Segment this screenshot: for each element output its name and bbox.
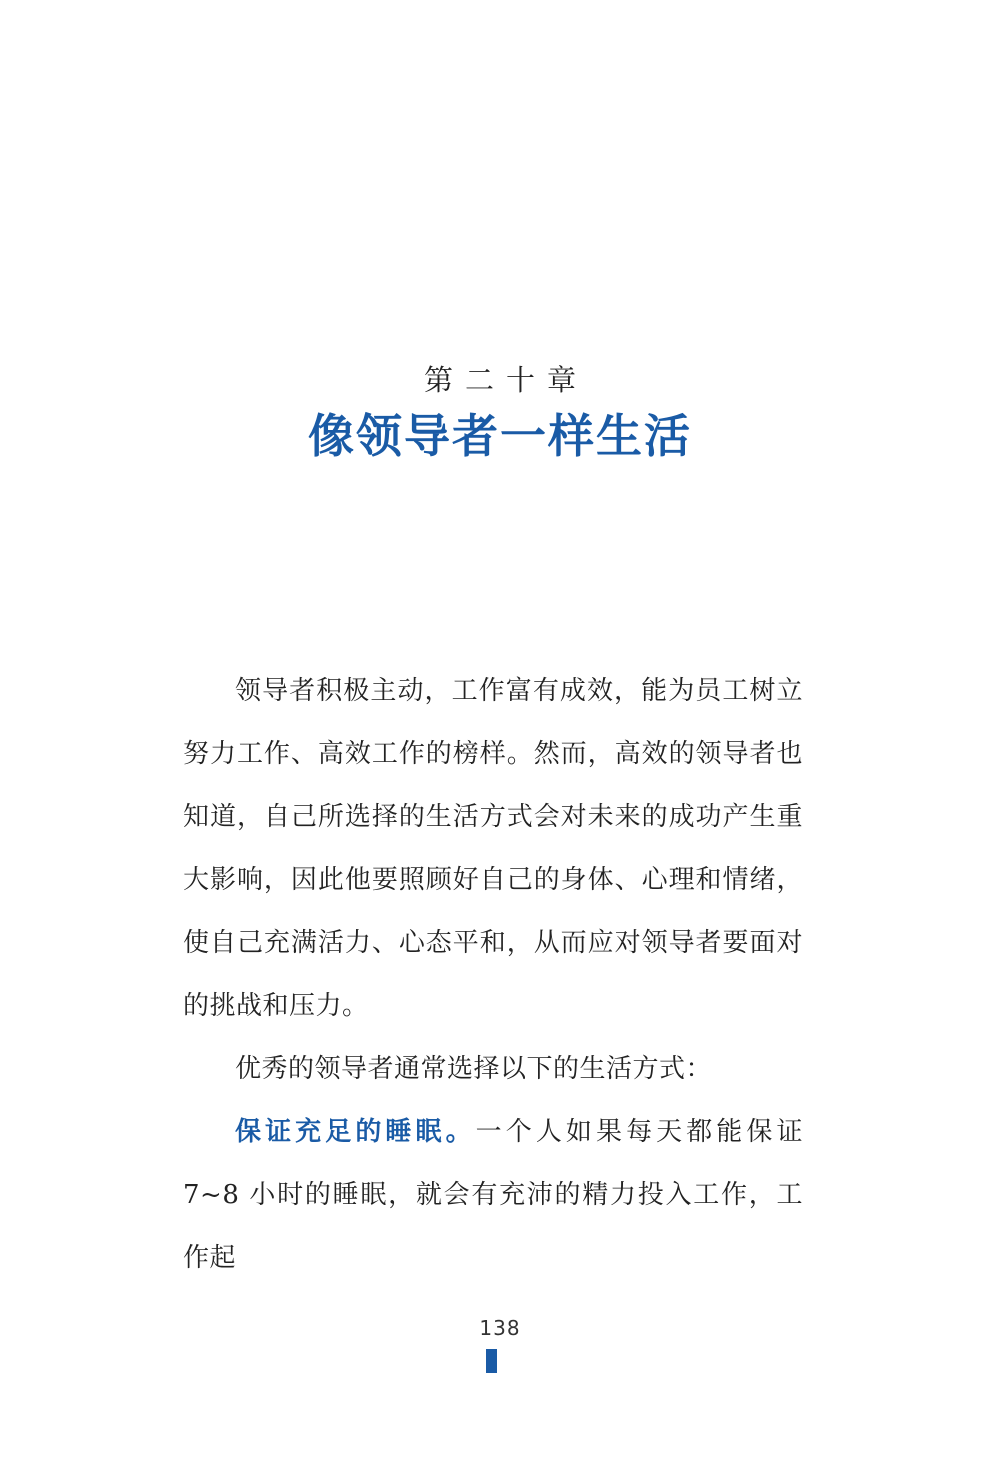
- chapter-header: [0, 360, 1000, 466]
- page-number: 138: [479, 1316, 521, 1340]
- chapter-label: 第二十章: [423, 363, 588, 397]
- paragraph-intro: 领导者积极主动，工作富有成效，能为员工树立努力工作、高效工作的榜样。然而，高效的领导者也知道，自己所选择的生活方式会对未来的成功产生重大影响，因此他要照顾好自己的身体、心理和情绪，使自己充满活力、心态平和，从而应对领导者要面对的挑战和压力。: [183, 676, 803, 1021]
- body-text: [183, 660, 803, 1290]
- sleep-heading: 保证充足的睡眠。: [235, 1117, 476, 1147]
- paragraph-sleep: [183, 1101, 803, 1290]
- sleep-text: 一个人如果每天都能保证 7~8 小时的睡眠，就会有充沛的精力投入工作，工作起: [183, 1117, 803, 1273]
- page-marker-bar: [486, 1349, 497, 1373]
- chapter-title: 像领导者一样生活: [308, 409, 692, 463]
- paragraph-lifestyle-lead: 优秀的领导者通常选择以下的生活方式：: [235, 1054, 713, 1084]
